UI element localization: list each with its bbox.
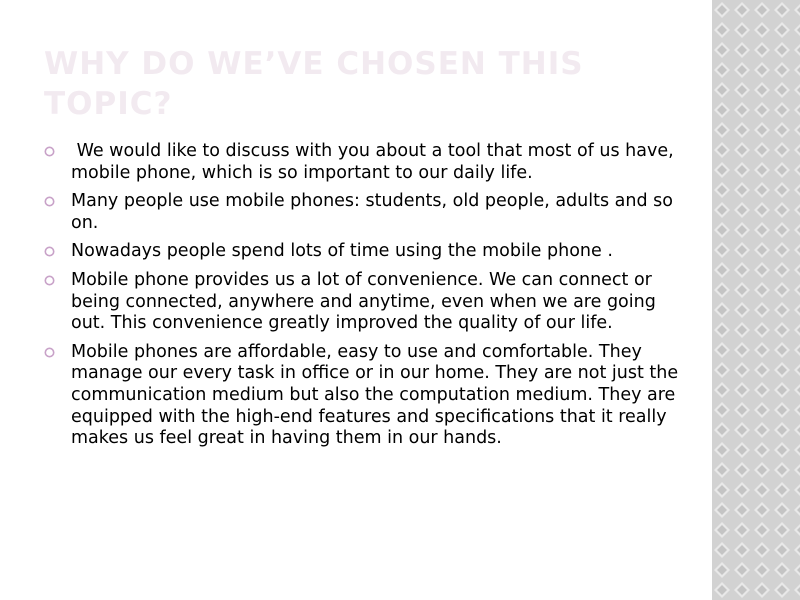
hollow-circle-bullet-icon [44, 246, 55, 257]
bullet-text: Mobile phone provides us a lot of convenience. We can connect or being connected, anywhere and anytime, even when we are going out. This convenience greatly improved the quality of our life. [71, 269, 656, 334]
bullet-text: Nowadays people spend lots of time using the mobile phone . [71, 241, 613, 262]
list-item [44, 342, 684, 450]
bullet-list [44, 141, 684, 457]
hollow-circle-bullet-icon [44, 275, 55, 286]
bullet-text: Mobile phones are affordable, easy to use and comfortable. They manage our every task in office or in our home. They are not just the communication medium but also the computation medium. They are equipped with the high-end features and specifications that it really makes us feel great in having them in our hands. [71, 341, 679, 449]
list-item [44, 191, 684, 234]
list-item [44, 241, 684, 263]
list-item [44, 270, 684, 335]
hollow-circle-bullet-icon [44, 347, 55, 358]
list-item [44, 141, 684, 184]
bullet-text: Many people use mobile phones: students, old people, adults and so on. [71, 191, 673, 233]
hollow-circle-bullet-icon [44, 196, 55, 207]
decorative-side-panel [712, 0, 800, 600]
bullet-text: We would like to discuss with you about a tool that most of us have, mobile phone, which is so important to our daily life. [71, 141, 680, 183]
slide-title: WHY DO WE’VE CHOSEN THIS TOPIC? [44, 46, 584, 122]
hollow-circle-bullet-icon [44, 146, 55, 157]
